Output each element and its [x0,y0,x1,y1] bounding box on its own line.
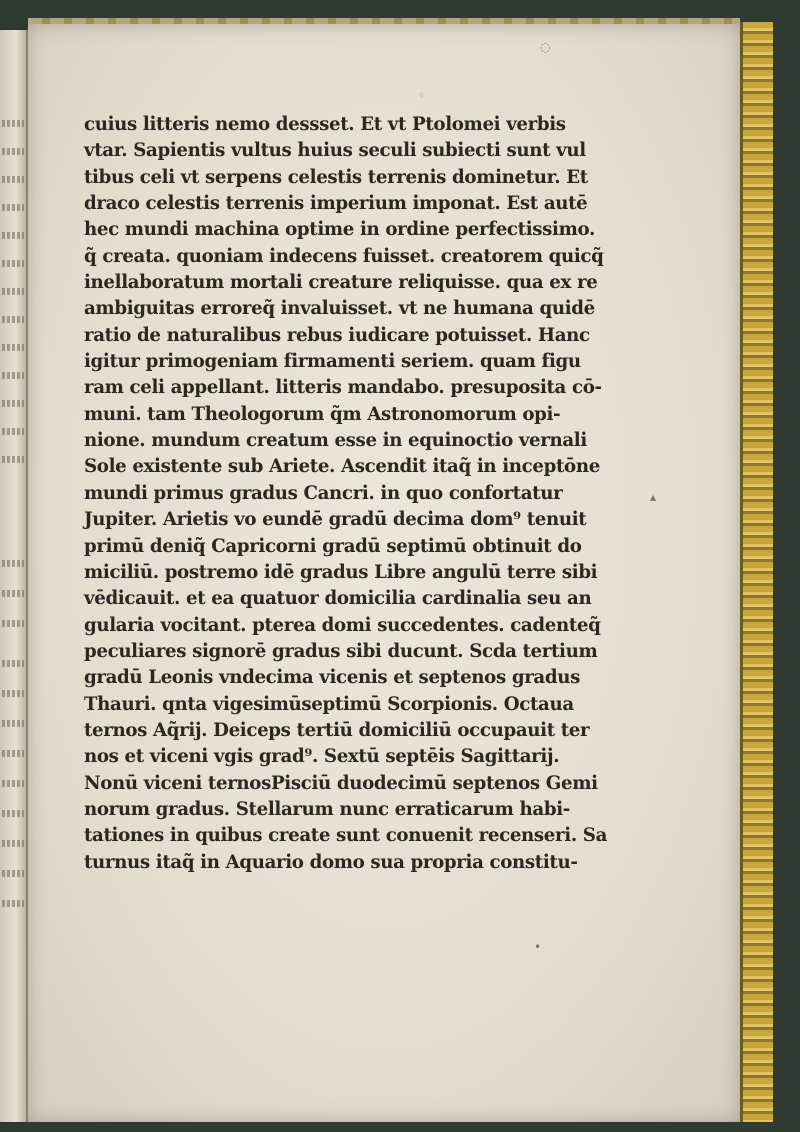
text-line: Thauri. qnta vigesimūseptimū Scorpionis. Octaua [84,693,574,715]
text-line: tibus celi vt serpens celestis terrenis dominetur. Et [84,166,588,188]
text-line: mundi primus gradus Cancri. in quo confortatur [84,482,563,504]
page-speck: ◦ [418,88,426,102]
text-line: ratio de naturalibus rebus iudicare potuisset. Hanc [84,324,590,346]
text-line: ambiguitas erroreq̃ invaluisset. vt ne humana quidē [84,298,595,320]
text-line: Nonū viceni ternosPisciū duodecimū septenos Gemi [84,772,598,794]
facing-page-edge [0,30,28,1122]
text-line: tationes in quibus create sunt conuenit recenseri. Sa [84,825,607,847]
text-line: Jupiter. Arietis vo eundē gradū decima dom⁹ tenuit [84,509,587,531]
text-line: miciliū. postremo idē gradus Libre angulū terre sibi [84,561,598,583]
text-line: muni. tam Theologorum q̃m Astronomorum opi- [84,403,561,425]
text-line: igitur primogeniam firmamenti seriem. quam figu [84,351,581,373]
gilt-page-edge [740,22,773,1122]
text-line: draco celestis terrenis imperium imponat. Est autē [84,193,588,215]
text-line: inellaboratum mortali creature reliquisse. qua ex re [84,272,598,294]
page-speck: ▴ [650,490,657,504]
text-line: peculiares signorē gradus sibi ducunt. Scda tertium [84,640,598,662]
text-line: nos et viceni vgis grad⁹. Sextū septēis Sagittarij. [84,746,560,768]
text-line: turnus itaq̃ in Aquario domo sua propria constitu- [84,851,578,873]
body-text [84,112,644,876]
text-line: norum gradus. Stellarum nunc erraticarum habi- [84,798,570,820]
text-line: ram celi appellant. litteris mandabo. presuposita cō- [84,377,602,399]
page-speck: ◌ [540,40,551,54]
text-line: nione. mundum creatum esse in equinoctio vernali [84,430,587,452]
text-line: primū deniq̃ Capricorni gradū septimū obtinuit do [84,535,582,557]
text-line: cuius litteris nemo dessset. Et vt Ptolomei verbis [84,114,566,135]
text-line: ternos Aq̃rij. Deiceps tertiū domiciliū occupauit ter [84,719,590,741]
text-line: vēdicauit. et ea quatuor domicilia cardinalia seu an [84,588,592,610]
text-line: gularia vocitant. pterea domi succedentes. cadenteq̃ [84,614,601,636]
text-line: gradū Leonis vndecima vicenis et septenos gradus [84,667,580,689]
text-line: hec mundi machina optime in ordine perfectissimo. [84,219,595,241]
text-line: Sole existente sub Ariete. Ascendit itaq̃ in inceptōne [84,456,600,478]
text-line: q̃ creata. quoniam indecens fuisset. creatorem quicq̃ [84,245,604,267]
page-speck: • [534,940,542,954]
text-line: vtar. Sapientis vultus huius seculi subiecti sunt vul [84,140,586,162]
